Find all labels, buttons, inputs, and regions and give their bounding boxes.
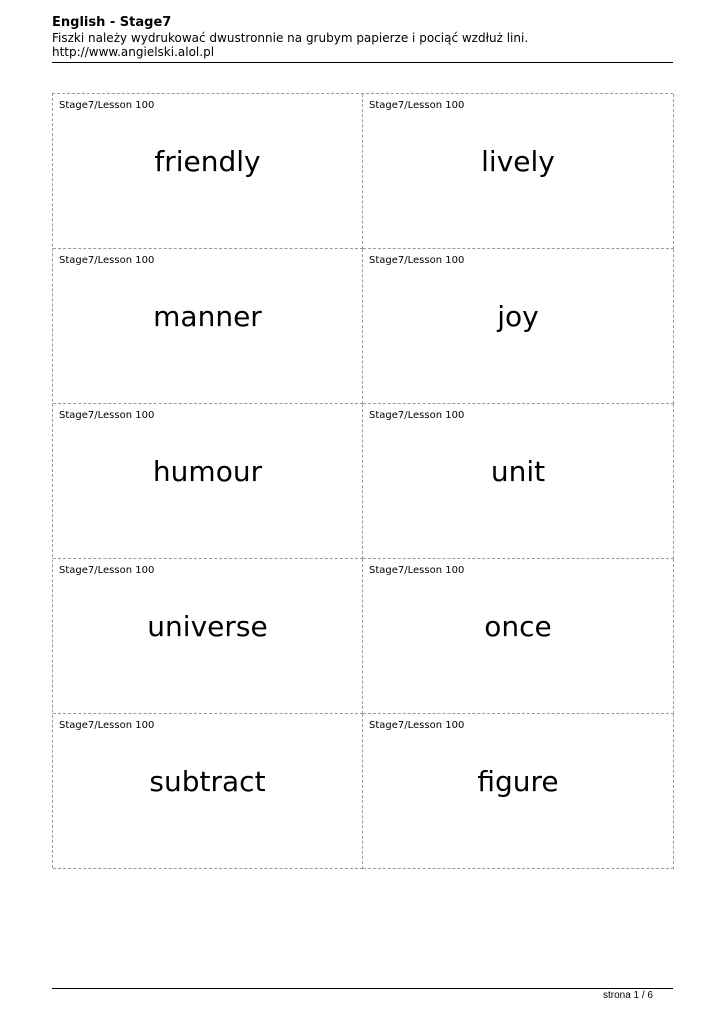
card-lesson-label: Stage7/Lesson 100 [59, 720, 155, 731]
page-number: strona 1 / 6 [602, 990, 653, 1001]
card-word: subtract [149, 765, 266, 798]
website-url: http://www.angielski.alol.pl [52, 45, 215, 59]
card-word: lively [481, 145, 555, 178]
card-lesson-label: Stage7/Lesson 100 [369, 720, 465, 731]
card-lesson-label: Stage7/Lesson 100 [59, 255, 155, 266]
card-word: humour [152, 455, 263, 488]
page-header [52, 15, 673, 59]
card-lesson-label: Stage7/Lesson 100 [369, 255, 465, 266]
card-lesson-label: Stage7/Lesson 100 [369, 565, 465, 576]
print-instruction: Fiszki należy wydrukować dwustronnie na grubym papierze i pociąć wzdłuż lini. [52, 31, 529, 45]
card-word: friendly [154, 145, 261, 178]
flashcard [53, 559, 363, 714]
card-word: figure [477, 765, 559, 798]
card-lesson-label: Stage7/Lesson 100 [59, 565, 155, 576]
card-lesson-label: Stage7/Lesson 100 [59, 100, 155, 111]
card-word: joy [497, 300, 539, 333]
header-divider [52, 62, 673, 63]
card-word: unit [490, 455, 546, 488]
flashcard [363, 94, 674, 249]
card-lesson-label: Stage7/Lesson 100 [369, 410, 465, 421]
flashcard [53, 714, 363, 869]
flashcard [363, 249, 674, 404]
card-word: once [484, 610, 552, 643]
card-word: manner [153, 300, 262, 333]
flashcard [53, 94, 363, 249]
flashcard [53, 404, 363, 559]
flashcard-grid [52, 93, 673, 868]
flashcard [363, 404, 674, 559]
card-lesson-label: Stage7/Lesson 100 [369, 100, 465, 111]
flashcard [363, 714, 674, 869]
footer-divider [52, 988, 673, 989]
document-title: English - Stage7 [52, 15, 172, 30]
flashcard [53, 249, 363, 404]
card-word: universe [147, 610, 268, 643]
flashcard [363, 559, 674, 714]
card-lesson-label: Stage7/Lesson 100 [59, 410, 155, 421]
